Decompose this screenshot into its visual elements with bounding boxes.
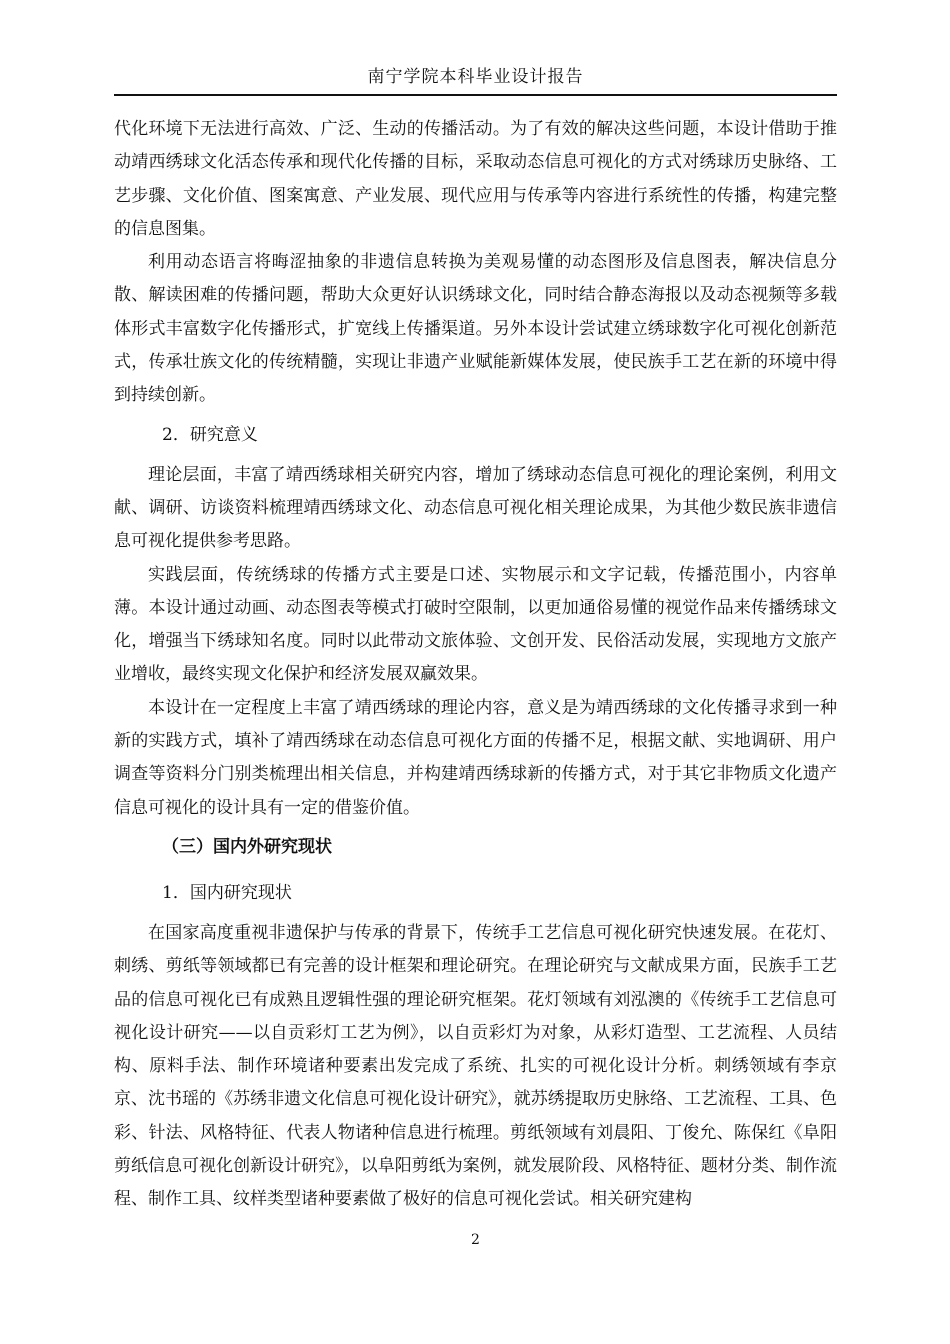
paragraph-1: 代化环境下无法进行高效、广泛、生动的传播活动。为了有效的解决这些问题，本设计借助于推动靖西绣球文化活态传承和现代化传播的目标，采取动态信息可视化的方式对绣球历史脉络、工艺步骤、文化价值、图案寓意、产业发展、现代应用与传承等内容进行系统性的传播，构建完整的信息图集。 (114, 119, 837, 239)
paragraph-2: 利用动态语言将晦涩抽象的非遗信息转换为美观易懂的动态图形及信息图表，解决信息分散、解读困难的传播问题，帮助大众更好认识绣球文化，同时结合静态海报以及动态视频等多载体形式丰富数字化传播形式，扩宽线上传播渠道。另外本设计尝试建立绣球数字化可视化创新范式，传承壮族文化的传统精髓，实现让非遗产业赋能新媒体发展，使民族手工艺在新的环境中得到持续创新。 (114, 252, 837, 406)
page-number: 2 (471, 1232, 480, 1248)
header-rule (114, 94, 837, 96)
paragraph-4: 实践层面，传统绣球的传播方式主要是口述、实物展示和文字记载，传播范围小，内容单薄。本设计通过动画、动态图表等模式打破时空限制，以更加通俗易懂的视觉作品来传播绣球文化，增强当下绣球知名度。同时以此带动文旅体验、文创开发、民俗活动发展，实现地方文旅产业增收，最终实现文化保护和经济发展双赢效果。 (114, 564, 837, 685)
paragraph-6: 在国家高度重视非遗保护与传承的背景下，传统手工艺信息可视化研究快速发展。在花灯、刺绣、剪纸等领域都已有完善的设计框架和理论研究。在理论研究与文献成果方面，民族手工艺品的信息可视化已有成熟且逻辑性强的理论研究框架。花灯领域有刘泓澳的《传统手工艺信息可视化设计研究——以自贡彩灯工艺为例》，以自贡彩灯为对象，从彩灯造型、工艺流程、人员结构、原料手法、制作环境诸种要素出发完成了系统、扎实的可视化设计分析。刺绣领域有李京京、沈书瑶的《苏绣非遗文化信息可视化设计研究》，就苏绣提取历史脉络、工艺流程、工具、色彩、针法、风格特征、代表人物诸种信息进行梳理。剪纸领域有刘晨阳、丁俊允、陈保红《阜阳剪纸信息可视化创新设计研究》，以阜阳剪纸为案例，就发展阶段、风格特征、题材分类、制作流程、制作工具、纹样类型诸种要素做了极好的信息可视化尝试。相关研究建构 (114, 922, 837, 1210)
subheading-research-significance: 2．研究意义 (162, 424, 258, 445)
page-header-title: 南宁学院本科毕业设计报告 (367, 67, 584, 87)
subheading-domestic-research: 1．国内研究现状 (162, 882, 292, 903)
paragraph-3: 理论层面，丰富了靖西绣球相关研究内容，增加了绣球动态信息可视化的理论案例，利用文献、调研、访谈资料梳理靖西绣球文化、动态信息可视化相关理论成果，为其他少数民族非遗信息可视化提供参考思路。 (114, 464, 837, 552)
page-body (114, 113, 837, 1217)
paragraph-5: 本设计在一定程度上丰富了靖西绣球的理论内容，意义是为靖西绣球的文化传播寻求到一种新的实践方式，填补了靖西绣球在动态信息可视化方面的传播不足，根据文献、实地调研、用户调查等资料分门别类梳理出相关信息，并构建靖西绣球新的传播方式，对于其它非物质文化遗产信息可视化的设计具有一定的借鉴价值。 (114, 697, 837, 818)
section-heading-research-status: （三）国内外研究现状 (162, 836, 332, 857)
